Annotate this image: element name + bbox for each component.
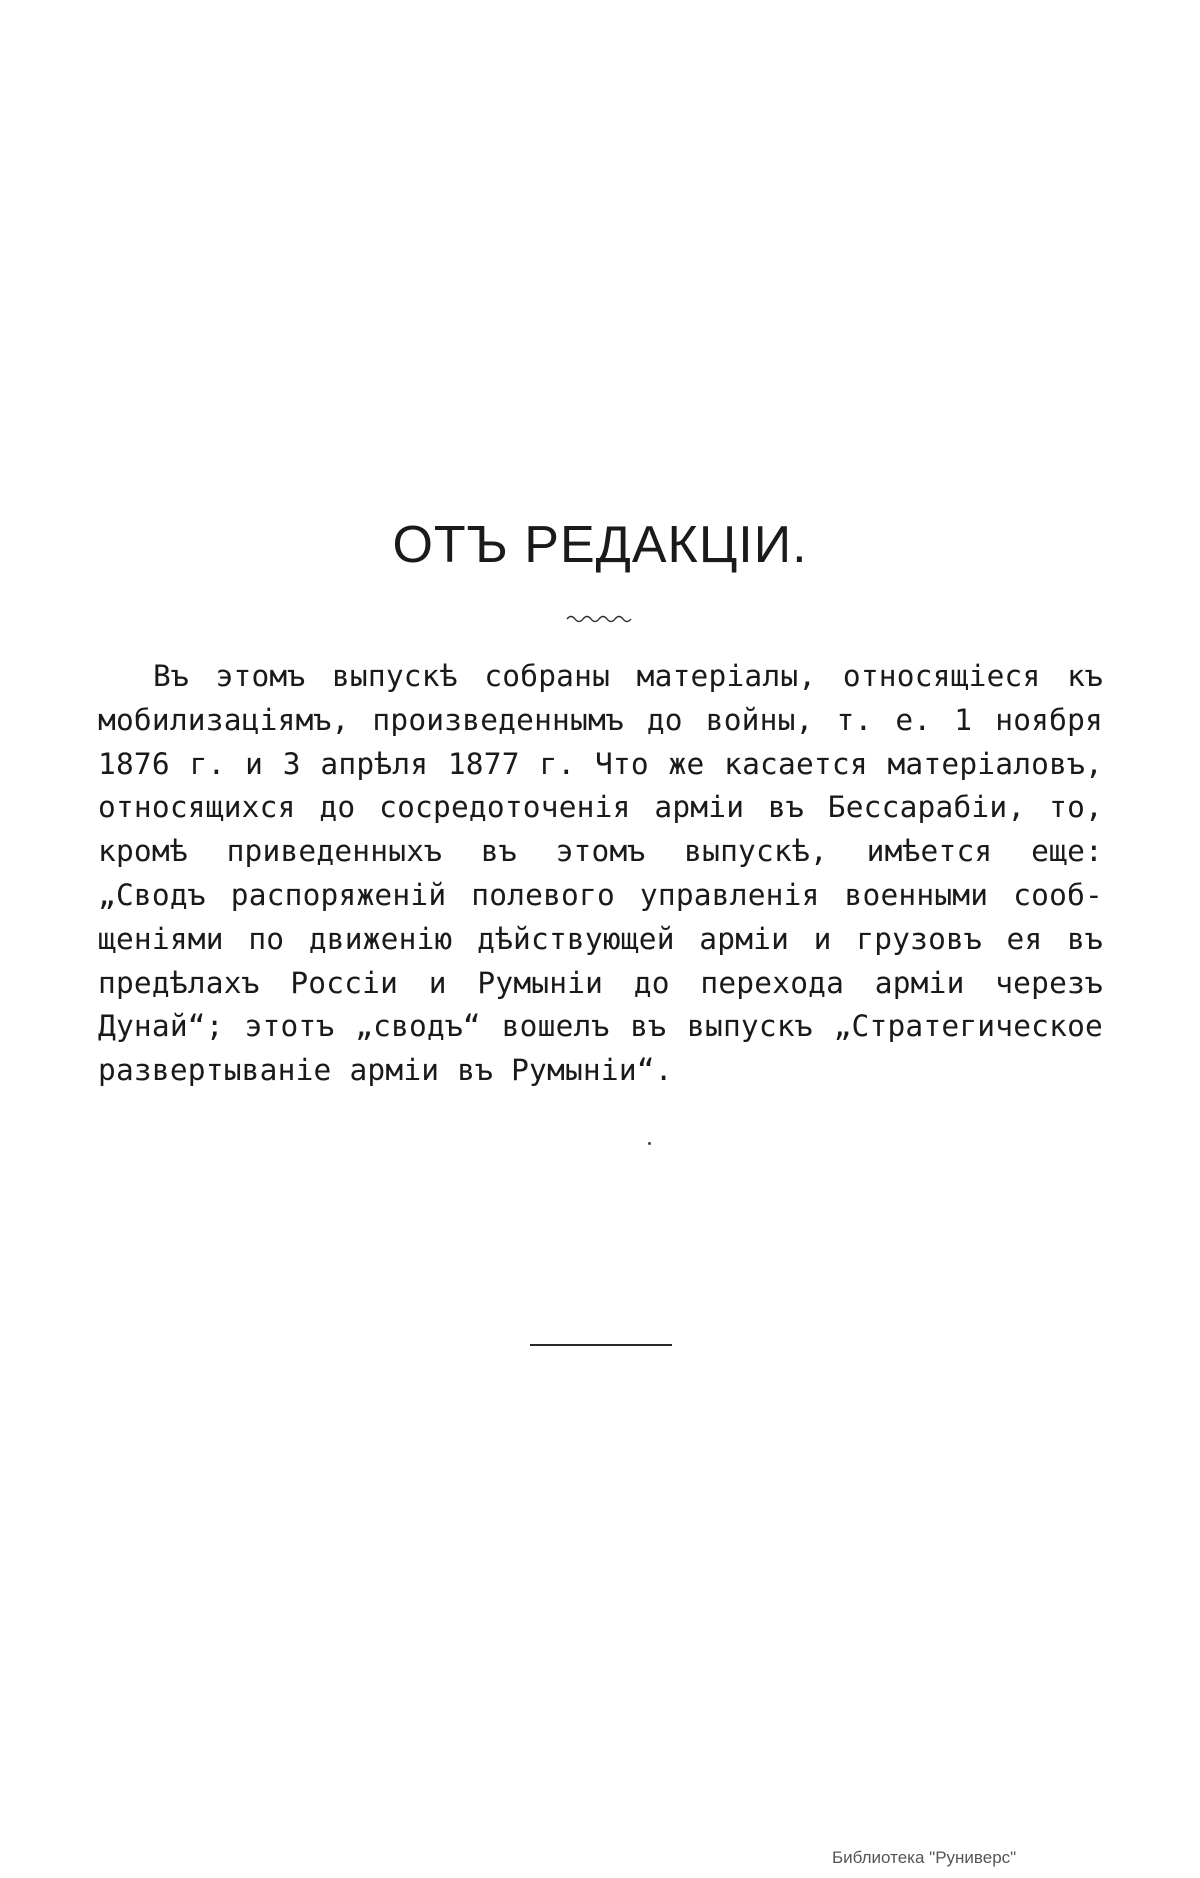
paragraph-line: 1876 г. и 3 апрѣля 1877 г. Что же касается матеріаловъ, — [98, 746, 1103, 781]
paragraph-line: развертываніе арміи въ Румыніи“. — [98, 1053, 673, 1088]
page-title: ОТЪ РЕДАКЦІИ. — [392, 516, 808, 574]
paragraph-line: щеніями по движенію дѣйствующей арміи и грузовъ ея въ — [98, 921, 1103, 956]
library-watermark: Библиотека "Руниверс" — [832, 1848, 1017, 1867]
paragraph-line: предѣлахъ Россіи и Румыніи до перехода арміи черезъ — [98, 965, 1103, 1000]
speck-mark — [648, 1142, 651, 1145]
section-divider — [530, 1344, 672, 1346]
squiggle-ornament-icon — [565, 612, 635, 626]
paragraph-line: Дунай“; этотъ „сводъ“ вошелъ въ выпускъ „Стратегическое — [98, 1009, 1103, 1044]
paragraph-line: относящихся до сосредоточенія арміи въ Бессарабіи, то, — [98, 790, 1103, 825]
paragraph-line: мобилизаціямъ, произведеннымъ до войны, т. е. 1 ноября — [98, 702, 1103, 737]
editorial-paragraph — [98, 655, 1103, 1093]
paragraph-line: Въ этомъ выпускѣ собраны матеріалы, относящіеся къ — [153, 659, 1103, 693]
paragraph-line: кромѣ приведенныхъ въ этомъ выпускѣ, имѣется еще: — [98, 834, 1103, 869]
paragraph-line: „Сводъ распоряженій полевого управленія военными сооб- — [98, 877, 1103, 912]
